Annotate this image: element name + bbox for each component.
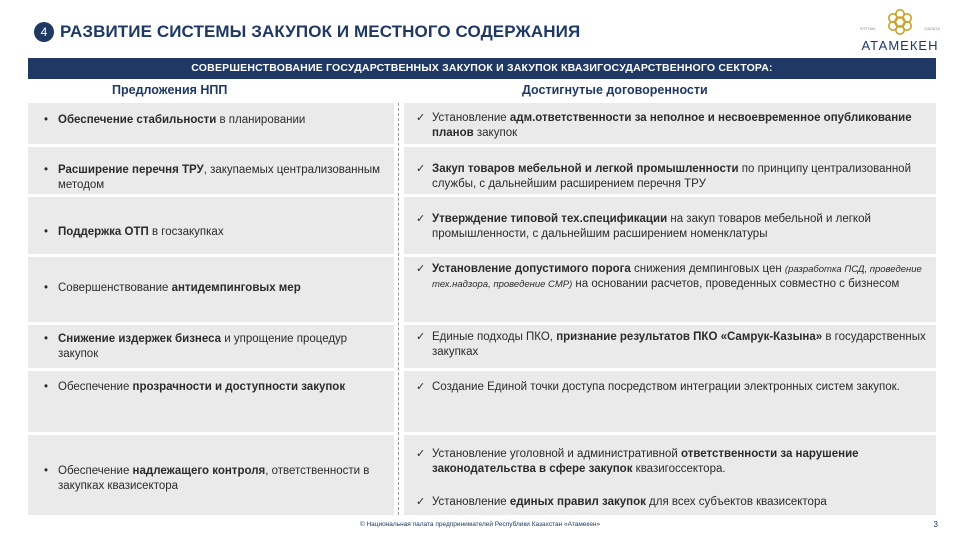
table-row: [28, 371, 936, 433]
proposal-item: [44, 113, 386, 128]
bullet-marker: •: [44, 465, 49, 477]
proposal-text: Обеспечение стабильности в планировании: [58, 114, 306, 126]
agreement-item: [416, 495, 934, 510]
agreement-text: Установление адм.ответственности за неполное и несвоевременное опубликование планов закупок: [432, 112, 912, 139]
agreement-item: [416, 330, 934, 360]
bullet-marker: •: [44, 226, 49, 238]
agreement-text: Установление единых правил закупок для всех субъектов квазисектора: [432, 496, 827, 508]
logo-caption-right: ПАЛАТА: [924, 26, 940, 31]
proposal-text: Совершенствование антидемпинговых мер: [58, 282, 301, 294]
bullet-marker: •: [44, 381, 49, 393]
proposal-item: [44, 464, 386, 494]
slide-number-badge: 4: [34, 22, 54, 42]
proposal-text: Поддержка ОТП в госзакупках: [58, 226, 224, 238]
proposal-item: [44, 332, 386, 362]
checkmark-icon: ✓: [416, 112, 426, 124]
proposal-item: [44, 281, 386, 296]
proposal-item: [44, 163, 386, 193]
agreement-text: Закуп товаров мебельной и легкой промышленности по принципу централизованной службы, с дальнейшим расширением перечня ТРУ: [432, 163, 911, 190]
agreement-text: Единые подходы ПКО, признание результатов ПКО «Самрук-Казына» в государственных закупках: [432, 331, 926, 358]
checkmark-icon: ✓: [416, 163, 426, 175]
proposal-text: Обеспечение прозрачности и доступности закупок: [58, 381, 346, 393]
agreement-text: Установление допустимого порога снижения демпинговых цен (разработка ПСД, проведение тех.надзора, проведение СМР) на основании расчетов, проведенных совместно с бизнесом: [432, 263, 922, 290]
logo-wordmark: АТАМЕКЕН: [861, 38, 939, 53]
agreement-text: Утверждение типовой тех.спецификации на закуп товаров мебельной и легкой промышленности, с дальнейшим расширением номенклатуры: [432, 213, 871, 240]
table-row: [28, 103, 936, 145]
column-divider: [398, 103, 399, 515]
table-row: [28, 147, 936, 195]
column-header-agreements: Достигнутые договоренности: [522, 83, 708, 97]
bullet-marker: •: [44, 164, 49, 176]
table-row: [28, 197, 936, 255]
checkmark-icon: ✓: [416, 496, 426, 508]
checkmark-icon: ✓: [416, 381, 426, 393]
footer-copyright: © Национальная палата предпринимателей Республики Казахстан «Атамекен»: [359, 521, 601, 528]
agreement-text: Установление уголовной и административной ответственности за нарушение законодательства в сфере закупок квазигоссектора.: [432, 448, 859, 475]
atameken-flower-logo-icon: [858, 8, 942, 38]
proposal-text: Обеспечение надлежащего контроля, ответственности в закупках квазисектора: [58, 465, 370, 492]
page-number: 3: [933, 520, 938, 529]
proposal-item: [44, 225, 386, 240]
agreement-item: [416, 447, 934, 477]
checkmark-icon: ✓: [416, 263, 426, 275]
checkmark-icon: ✓: [416, 213, 426, 225]
bullet-marker: •: [44, 114, 49, 126]
logo-caption-left: ҰЛТТЫҚ: [860, 26, 876, 31]
agreement-item: [416, 262, 934, 292]
table-row: [28, 325, 936, 369]
section-band: СОВЕРШЕНСТВОВАНИЕ ГОСУДАРСТВЕННЫХ ЗАКУПОК И ЗАКУПОК КВАЗИГОСУДАРСТВЕННОГО СЕКТОРА:: [28, 58, 936, 79]
bullet-marker: •: [44, 333, 49, 345]
column-header-proposals: Предложения НПП: [112, 83, 228, 97]
agreement-item: [416, 212, 934, 242]
atameken-logo: [858, 8, 942, 56]
table-row: [28, 257, 936, 323]
agreement-text: Создание Единой точки доступа посредством интеграции электронных систем закупок.: [432, 381, 900, 393]
table-row: [28, 435, 936, 515]
bullet-marker: •: [44, 282, 49, 294]
agreement-item: [416, 380, 934, 395]
checkmark-icon: ✓: [416, 331, 426, 343]
checkmark-icon: ✓: [416, 448, 426, 460]
proposal-text: Снижение издержек бизнеса и упрощение процедур закупок: [58, 333, 348, 360]
agreement-item: [416, 111, 934, 141]
agreement-item: [416, 162, 934, 192]
proposal-item: [44, 380, 386, 395]
proposal-text: Расширение перечня ТРУ, закупаемых централизованным методом: [58, 164, 380, 191]
slide-title: РАЗВИТИЕ СИСТЕМЫ ЗАКУПОК И МЕСТНОГО СОДЕРЖАНИЯ: [60, 22, 581, 41]
